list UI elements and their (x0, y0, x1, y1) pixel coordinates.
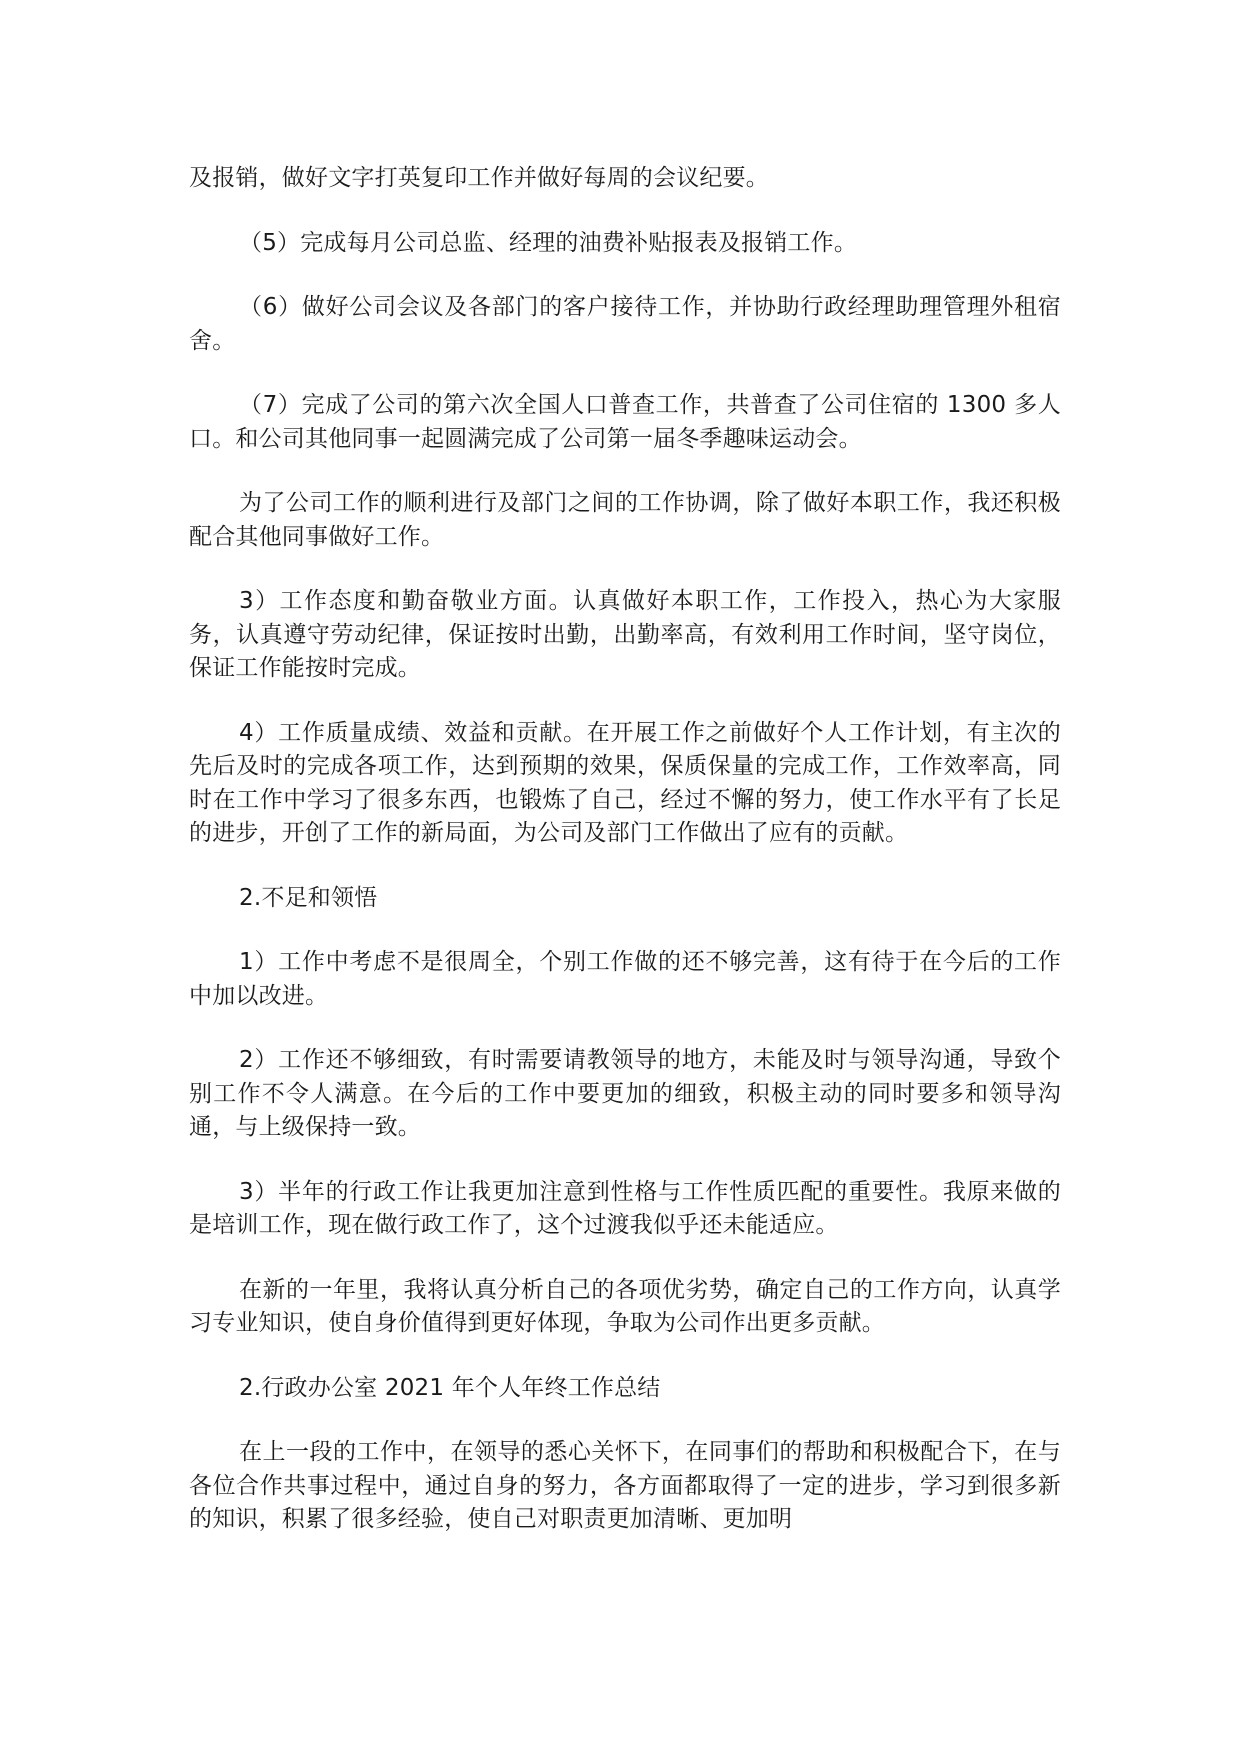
paragraph-new-year: 在新的一年里，我将认真分析自己的各项优劣势，确定自己的工作方向，认真学习专业知识，使自身价值得到更好体现，争取为公司作出更多贡献。 (189, 1276, 1061, 1336)
paragraph-shortcoming-3: 3）半年的行政工作让我更加注意到性格与工作性质匹配的重要性。我原来做的是培训工作，现在做行政工作了，这个过渡我似乎还未能适应。 (189, 1178, 1061, 1238)
paragraph-continuation: 及报销，做好文字打英复印工作并做好每周的会议纪要。 (189, 165, 769, 191)
paragraph-item-7: （7）完成了公司的第六次全国人口普查工作，共普查了公司住宿的 1300 多人口。和公司其他同事一起圆满完成了公司第一届冬季趣味运动会。 (189, 392, 1061, 452)
paragraph-summary-intro: 在上一段的工作中，在领导的悉心关怀下，在同事们的帮助和积极配合下，在与各位合作共事过程中，通过自身的努力，各方面都取得了一定的进步，学习到很多新的知识，积累了很多经验，使自己对职责更加清晰、更加明 (189, 1439, 1061, 1532)
section-heading-summary-2021: 2.行政办公室 2021 年个人年终工作总结 (239, 1374, 661, 1401)
paragraph-shortcoming-2: 2）工作还不够细致，有时需要请教领导的地方，未能及时与领导沟通，导致个别工作不令人满意。在今后的工作中要更加的细致，积极主动的同时要多和领导沟通，与上级保持一致。 (189, 1047, 1061, 1140)
section-heading-shortcomings: 2.不足和领悟 (239, 884, 378, 911)
paragraph-attitude: 3）工作态度和勤奋敬业方面。认真做好本职工作，工作投入，热心为大家服务，认真遵守劳动纪律，保证按时出勤，出勤率高，有效利用工作时间，坚守岗位，保证工作能按时完成。 (189, 588, 1061, 681)
document-body (189, 162, 1061, 1568)
paragraph-item-5: （5）完成每月公司总监、经理的油费补贴报表及报销工作。 (239, 229, 858, 256)
paragraph-item-6: （6）做好公司会议及各部门的客户接待工作，并协助行政经理助理管理外租宿舍。 (189, 294, 1061, 354)
paragraph-coordination: 为了公司工作的顺利进行及部门之间的工作协调，除了做好本职工作，我还积极配合其他同事做好工作。 (189, 490, 1061, 550)
paragraph-quality: 4）工作质量成绩、效益和贡献。在开展工作之前做好个人工作计划，有主次的先后及时的完成各项工作，达到预期的效果，保质保量的完成工作，工作效率高，同时在工作中学习了很多东西，也锻炼了自己，经过不懈的努力，使工作水平有了长足的进步，开创了工作的新局面，为公司及部门工作做出了应有的贡献。 (189, 719, 1061, 846)
paragraph-shortcoming-1: 1）工作中考虑不是很周全，个别工作做的还不够完善，这有待于在今后的工作中加以改进。 (189, 949, 1061, 1009)
